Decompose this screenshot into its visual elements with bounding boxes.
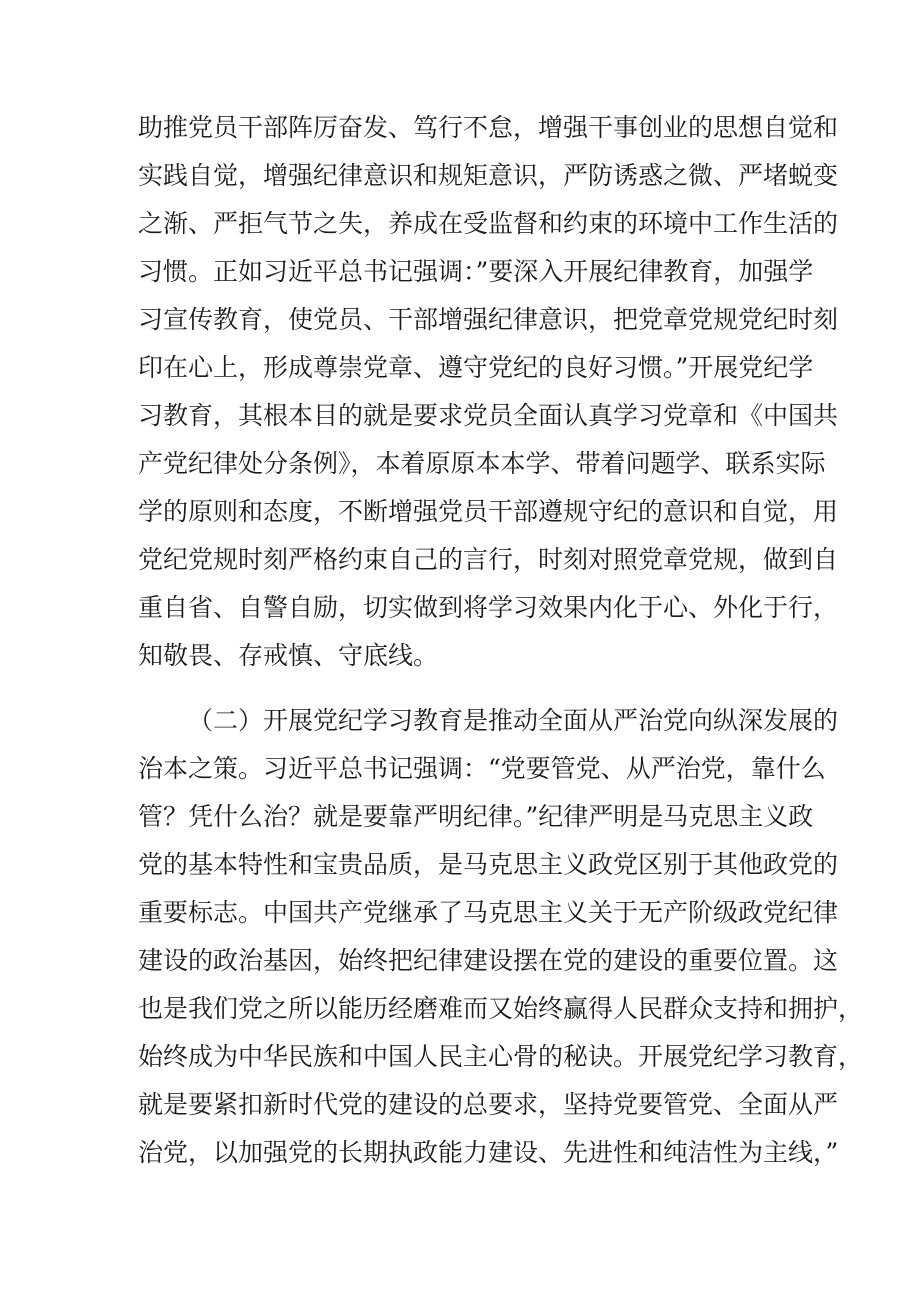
paragraph-line: 知敬畏、存戒慎、守底线。: [138, 641, 439, 670]
paragraph-line: 治党，以加强党的长期执政能力建设、先进性和纯洁性为主线，”: [138, 1138, 839, 1167]
paragraph-line: 学的原则和态度，不断增强党员干部遵规守纪的意识和自觉，用: [138, 497, 839, 526]
paragraph-line: 助推党员干部阵厉奋发、笃行不怠，增强干事创业的思想自觉和: [138, 113, 839, 142]
paragraph-line: 之渐、严拒气节之失，养成在受监督和约束的环境中工作生活的: [138, 209, 839, 238]
paragraph-line: 习教育，其根本目的就是要求党员全面认真学习党章和《中国共: [138, 401, 839, 430]
paragraph-line: 也是我们党之所以能历经磨难而又始终赢得人民群众支持和拥护，: [138, 994, 864, 1023]
paragraph-line: 重要标志。中国共产党继承了马克思主义关于无产阶级政党纪律: [138, 898, 839, 927]
paragraph-line: 管？凭什么治？就是要靠严明纪律。”纪律严明是马克思主义政: [138, 802, 814, 831]
paragraph-line: 产党纪律处分条例》，本着原原本本学、带着问题学、联系实际: [138, 449, 826, 478]
paragraph-line: 重自省、自警自励，切实做到将学习效果内化于心、外化于行，: [138, 593, 839, 622]
paragraph-line: 党纪党规时刻严格约束自己的言行，时刻对照党章党规，做到自: [138, 545, 839, 574]
paragraph-line: 治本之策。习近平总书记强调：“党要管党、从严治党，靠什么: [138, 754, 826, 783]
paragraph-line: 习宣传教育，使党员、干部增强纪律意识，把党章党规党纪时刻: [138, 305, 839, 334]
paragraph-line: 党的基本特性和宝贵品质，是马克思主义政党区别于其他政党的: [138, 850, 839, 879]
paragraph-line: 实践自觉，增强纪律意识和规矩意识，严防诱惑之微、严堵蜕变: [138, 161, 839, 190]
paragraph-line: 始终成为中华民族和中国人民主心骨的秘诀。开展党纪学习教育，: [138, 1042, 864, 1071]
paragraph-line: 建设的政治基因，始终把纪律建设摆在党的建设的重要位置。这: [138, 946, 839, 975]
paragraph-line: （二）开展党纪学习教育是推动全面从严治党向纵深发展的: [188, 706, 839, 735]
paragraph-line: 印在心上，形成尊崇党章、遵守党纪的良好习惯。”开展党纪学: [138, 353, 814, 382]
paragraph-line: 就是要紧扣新时代党的建设的总要求，坚持党要管党、全面从严: [138, 1090, 839, 1119]
paragraph-line: 习惯。正如习近平总书记强调：”要深入开展纪律教育，加强学: [138, 257, 814, 286]
